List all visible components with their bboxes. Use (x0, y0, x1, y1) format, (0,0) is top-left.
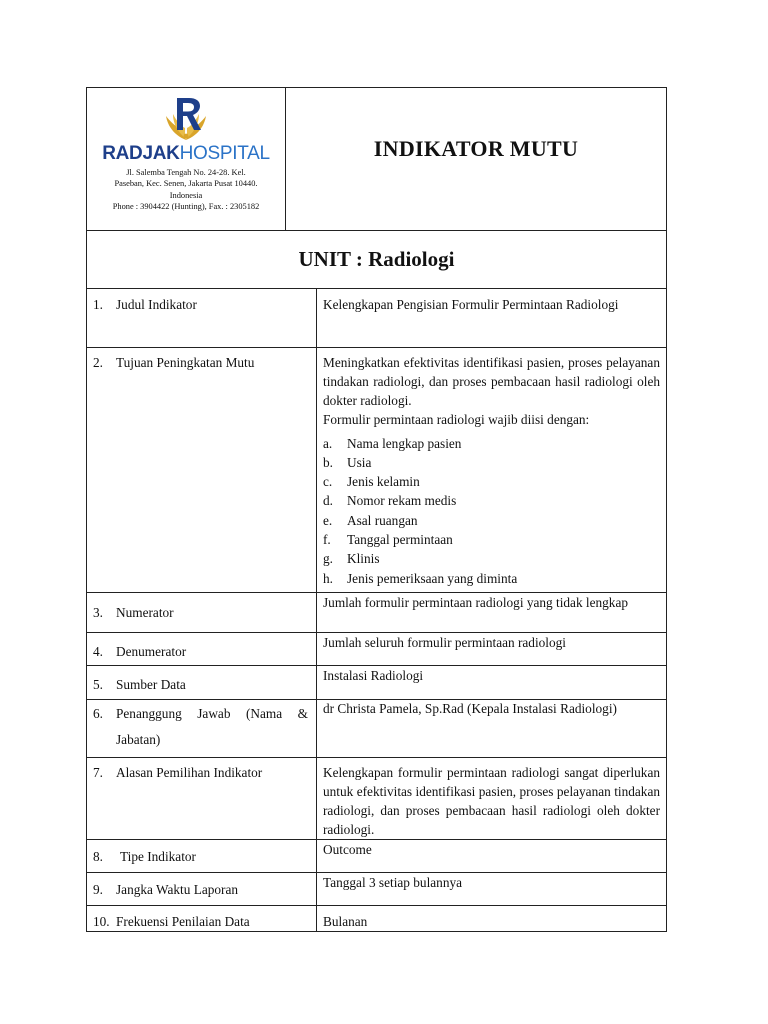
row-label: Jangka Waktu Laporan (116, 881, 239, 897)
row-value: Bulanan (323, 913, 368, 929)
list-item: d. Nomor rekam medis (323, 493, 457, 509)
radjak-r-logo-icon (156, 94, 216, 144)
row-number: 5. (93, 676, 103, 692)
list-item: h. Jenis pemeriksaan yang diminta (323, 570, 518, 586)
hospital-logo-block (87, 88, 286, 230)
address-line: Phone : 3904422 (Hunting), Fax. : 2305182 (112, 202, 260, 212)
document-title: INDIKATOR MUTU (373, 136, 579, 161)
table-row (87, 632, 666, 665)
table-row (87, 839, 666, 872)
row-value: Tanggal 3 setiap bulannya (323, 874, 463, 890)
table-row (87, 665, 666, 699)
row-value: Kelengkapan formulir permintaan radiologi sangat diperlukan untuk efektivitas identifikasi pasien, proses pelayanan tindakan radiologi, dan proses pembacaan hasil radiologi oleh dokter radiologi. (323, 764, 660, 837)
row-label: Numerator (116, 604, 174, 620)
row-number: 8. (93, 848, 103, 864)
hospital-logo-wordmark (102, 144, 270, 164)
table-row (87, 757, 666, 839)
hospital-address (113, 167, 260, 213)
table-row (87, 347, 666, 592)
row-label: Tipe Indikator (120, 848, 196, 864)
row-label: Penanggung Jawab (Nama & Jabatan) (116, 705, 308, 747)
row-value: Meningkatkan efektivitas identifikasi pasien, proses pelayanan tindakan radiologi, dan proses pembacaan hasil radiologi oleh dokter radiologi. (323, 354, 660, 408)
indicator-table (87, 289, 666, 931)
list-item: f. Tanggal permintaan (323, 531, 453, 547)
row-label: Frekuensi Penilaian Data (116, 913, 250, 929)
row-value: Kelengkapan Pengisian Formulir Permintaan Radiologi (323, 297, 619, 312)
logo-word-radjak: RADJAK (102, 143, 180, 164)
row-label: Denumerator (116, 643, 187, 659)
table-row (87, 699, 666, 757)
row-value-secondary: Formulir permintaan radiologi wajib diisi dengan: (323, 411, 590, 427)
logo-word-hospital: HOSPITAL (179, 143, 270, 164)
row-label: Tujuan Peningkatan Mutu (116, 354, 255, 370)
row-label: Judul Indikator (116, 297, 197, 312)
row-value: Jumlah seluruh formulir permintaan radiologi (323, 634, 566, 650)
required-fields-list (323, 434, 660, 588)
unit-heading: UNIT : Radiologi (87, 231, 666, 289)
row-number: 4. (93, 643, 103, 659)
row-value: dr Christa Pamela, Sp.Rad (Kepala Instalasi Radiologi) (323, 700, 617, 716)
row-value: Jumlah formulir permintaan radiologi yang tidak lengkap (323, 594, 629, 610)
document-header (87, 88, 666, 231)
table-row (87, 905, 666, 931)
row-number: 7. (93, 764, 103, 780)
table-row (87, 289, 666, 347)
row-number: 9. (93, 881, 103, 897)
row-number: 1. (93, 297, 103, 312)
list-item: c. Jenis kelamin (323, 474, 420, 490)
row-number: 6. (93, 705, 103, 721)
list-item: b. Usia (323, 454, 372, 470)
row-number: 3. (93, 604, 103, 620)
table-row (87, 872, 666, 905)
row-value: Instalasi Radiologi (323, 667, 424, 683)
list-item: g. Klinis (323, 551, 380, 567)
list-item: a. Nama lengkap pasien (323, 435, 462, 451)
address-line: Paseban, Kec. Senen, Jakarta Pusat 10440. (114, 179, 258, 189)
row-label: Sumber Data (116, 676, 186, 692)
row-value: Outcome (323, 841, 372, 857)
address-line: Jl. Salemba Tengah No. 24-28. Kel. (126, 168, 246, 177)
row-number: 10. (93, 913, 110, 929)
row-label: Alasan Pemilihan Indikator (116, 764, 263, 780)
table-row (87, 592, 666, 632)
row-number: 2. (93, 354, 103, 370)
list-item: e. Asal ruangan (323, 512, 418, 528)
address-line: Indonesia (169, 190, 203, 200)
indicator-document (86, 87, 667, 932)
